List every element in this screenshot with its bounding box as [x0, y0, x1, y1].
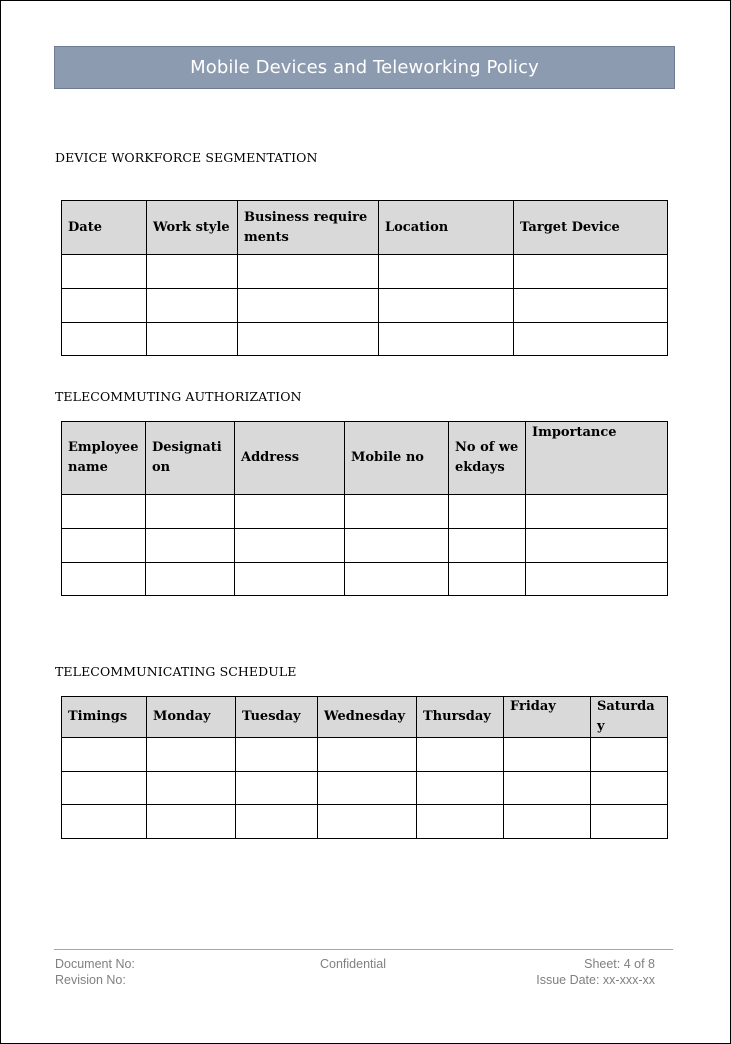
table-cell[interactable] [146, 495, 235, 529]
table-cell[interactable] [147, 738, 236, 772]
section-heading-device-segmentation: DEVICE WORKFORCE SEGMENTATION [55, 150, 318, 165]
table-cell[interactable] [147, 255, 238, 289]
table-cell[interactable] [62, 323, 147, 356]
column-header: Employee name [62, 422, 146, 495]
column-header: Target Device [514, 201, 668, 255]
table-cell[interactable] [62, 255, 147, 289]
table-cell[interactable] [379, 289, 514, 323]
column-header: Saturday [591, 697, 668, 738]
column-header: Mobile no [345, 422, 449, 495]
table-cell[interactable] [62, 805, 147, 839]
column-header: Friday [504, 697, 591, 738]
table-cell[interactable] [504, 805, 591, 839]
table-cell[interactable] [235, 529, 345, 563]
table-row [62, 738, 668, 772]
table-cell[interactable] [235, 495, 345, 529]
section-heading-telecommuting-authorization: TELECOMMUTING AUTHORIZATION [55, 389, 302, 404]
column-header: Work style [147, 201, 238, 255]
footer-revision-no: Revision No: [55, 973, 126, 987]
section-heading-telecommunicating-schedule: TELECOMMUNICATING SCHEDULE [55, 664, 297, 679]
table-cell[interactable] [345, 529, 449, 563]
table-row [62, 495, 668, 529]
table-cell[interactable] [514, 323, 668, 356]
column-header: Thursday [417, 697, 504, 738]
table-row [62, 529, 668, 563]
table-cell[interactable] [449, 495, 526, 529]
table-header-row [62, 422, 668, 495]
table-cell[interactable] [62, 563, 146, 596]
table-cell[interactable] [449, 563, 526, 596]
table-cell[interactable] [417, 738, 504, 772]
column-header: Wednesday [318, 697, 417, 738]
table-cell[interactable] [417, 805, 504, 839]
table-cell[interactable] [318, 738, 417, 772]
footer-sheet-number: Sheet: 4 of 8 [584, 957, 655, 971]
title-banner [54, 46, 675, 89]
column-header: Importance [526, 422, 668, 495]
table-cell[interactable] [449, 529, 526, 563]
column-header: Designation [146, 422, 235, 495]
column-header: No of weekdays [449, 422, 526, 495]
table-cell[interactable] [62, 772, 147, 805]
table-cell[interactable] [147, 772, 236, 805]
table-header-row [62, 697, 668, 738]
table-cell[interactable] [591, 805, 668, 839]
table-cell[interactable] [62, 529, 146, 563]
table-cell[interactable] [235, 563, 345, 596]
table-cell[interactable] [147, 323, 238, 356]
table-cell[interactable] [379, 255, 514, 289]
column-header: Address [235, 422, 345, 495]
table-cell[interactable] [146, 529, 235, 563]
table-cell[interactable] [62, 738, 147, 772]
table-row [62, 805, 668, 839]
table-cell[interactable] [238, 323, 379, 356]
table-row [62, 323, 668, 356]
table-cell[interactable] [504, 772, 591, 805]
table-row [62, 563, 668, 596]
device-segmentation-table [61, 200, 668, 356]
table-cell[interactable] [379, 323, 514, 356]
table-cell[interactable] [238, 289, 379, 323]
table-cell[interactable] [417, 772, 504, 805]
table-cell[interactable] [514, 289, 668, 323]
table-cell[interactable] [514, 255, 668, 289]
footer-issue-date: Issue Date: xx-xxx-xx [536, 973, 655, 987]
table-cell[interactable] [62, 289, 147, 323]
table-cell[interactable] [504, 738, 591, 772]
table-cell[interactable] [238, 255, 379, 289]
column-header: Location [379, 201, 514, 255]
footer-document-no: Document No: [55, 957, 135, 971]
table-cell[interactable] [236, 772, 318, 805]
table-cell[interactable] [526, 529, 668, 563]
table-cell[interactable] [147, 289, 238, 323]
table-cell[interactable] [62, 495, 146, 529]
column-header: Timings [62, 697, 147, 738]
telecommunicating-schedule-table [61, 696, 668, 839]
table-cell[interactable] [147, 805, 236, 839]
table-cell[interactable] [236, 738, 318, 772]
column-header: Monday [147, 697, 236, 738]
table-cell[interactable] [236, 805, 318, 839]
table-cell[interactable] [345, 495, 449, 529]
table-cell[interactable] [591, 772, 668, 805]
table-row [62, 255, 668, 289]
table-header-row [62, 201, 668, 255]
table-cell[interactable] [345, 563, 449, 596]
telecommuting-authorization-table [61, 421, 668, 596]
table-cell[interactable] [318, 805, 417, 839]
column-header: Date [62, 201, 147, 255]
footer-classification: Confidential [320, 957, 387, 971]
table-row [62, 289, 668, 323]
table-cell[interactable] [318, 772, 417, 805]
column-header: Tuesday [236, 697, 318, 738]
table-cell[interactable] [526, 563, 668, 596]
table-cell[interactable] [591, 738, 668, 772]
table-cell[interactable] [526, 495, 668, 529]
page-title: Mobile Devices and Teleworking Policy [190, 57, 539, 78]
column-header: Business requirements [238, 201, 379, 255]
table-cell[interactable] [146, 563, 235, 596]
table-row [62, 772, 668, 805]
footer-divider [54, 949, 673, 950]
